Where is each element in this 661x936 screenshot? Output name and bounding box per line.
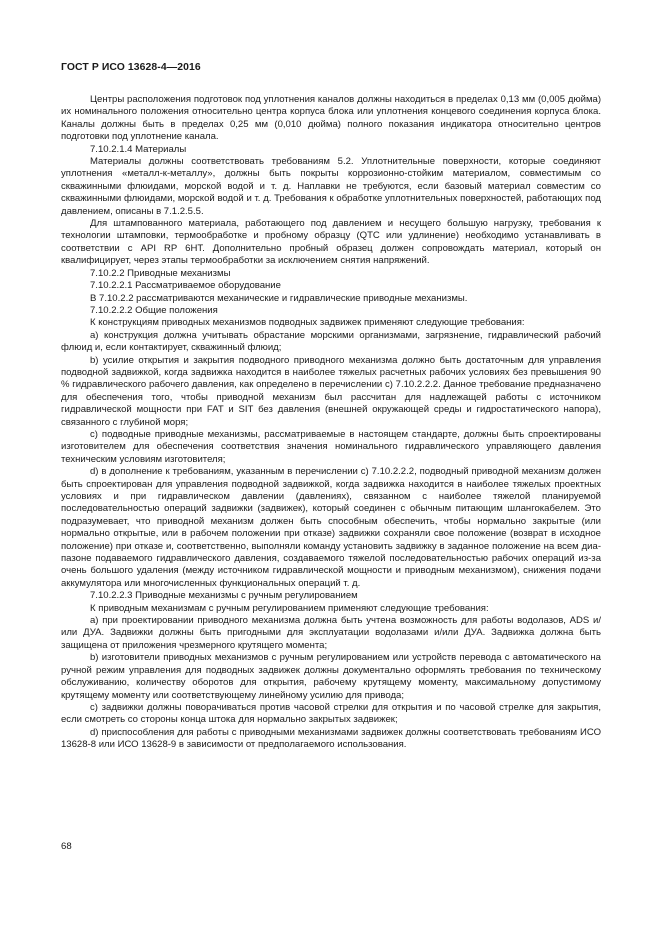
list-item: c) задвижки должны поворачиваться против часовой стрелки для открытия и по часовой стрелке для закрытия, если смотреть со стороны конца штока для нормально закрытых задвижек; — [61, 701, 601, 726]
section-heading: 7.10.2.2.1 Рассматриваемое оборудование — [90, 280, 281, 292]
document-body — [61, 94, 601, 752]
paragraph: В 7.10.2.2 рассматриваются механические и гидравлические приводные механизмы. — [90, 292, 468, 304]
section-heading: 7.10.2.2 Приводные механизмы — [90, 267, 231, 279]
page-number: 68 — [61, 841, 72, 852]
list-item: b) изготовители приводных механизмов с ручным регулированием или устройств перевода с автоматического на ручной режим управления для подводных задвижек должны документально оформлять требования по техническому обслуживанию, количеству оборотов для открытия, рабочему крутящему моменту, максимальному допустимому крутящему моменту или соответствующему линейному усилию для привода; — [61, 652, 601, 701]
list-item: b) усилие открытия и закрытия подводного приводного механизма должно быть достаточным для управления подводной задвижкой, когда задвижка находится в наиболее тяжелых расчетных рабочих условиях без превышения 90 % гидравлического рабочего давления, как определено в перечислении с) 7.10.2.2.2. Данное требование предназначено для обеспечения того, чтобы приводной механизм был рассчитан для надлежащей работы с источником гидравлической мощности при FAT и SIT без давления (внешней окружающей среды и гидростатического напора), связанного с глубиной моря; — [61, 354, 601, 428]
list-item: a) при проектировании приводного механизма должна быть учтена возможность для работы водолазов, ADS и/или ДУА. Задвижки должны быть пригодными для эксплуатации водолазами и/или ДУА. Задвижка должна быть защищена от приложения чрезмерного крутящего момента; — [61, 615, 601, 651]
list-item: d) приспособления для работы с приводными механизмами задвижек должны соответствовать требованиям ИСО 13628-8 или ИСО 13628-9 в зависимости от предполагаемого использования. — [61, 726, 601, 751]
paragraph: Материалы должны соответствовать требованиям 5.2. Уплотнительные поверхности, которые соединяют уплотнения «металл-к-металлу», должны быть покрыты коррозионно-стойким материалом, совместимым со скважинными флюидами, морской водой и т. д. Наплавки не требуются, если базовый материал совместим со скважинными флюидами, морской водой и т. д. Требования к обработке уплотнительных поверхностей, работающих под давлением, описаны в 7.1.2.5.5. — [61, 156, 601, 217]
section-heading: 7.10.2.2.3 Приводные механизмы с ручным регулированием — [90, 590, 358, 602]
section-heading: 7.10.2.2.2 Общие положения — [90, 304, 218, 316]
paragraph: К конструкциям приводных механизмов подводных задвижек применяют следующие требования: — [90, 317, 525, 329]
paragraph: Для штампованного материала, работающего под давлением и несущего большую нагрузку, требования к технологии штамповки, термообработке и пробному образцу (QTC или удлинение) необходимо устанавливать в соответствии с API RP 6HT. Дополнительно пробный образец должен сопровождать материал, который он квалифицирует, через этапы термообработки за исключением снятия напряжений. — [61, 218, 601, 267]
section-heading: 7.10.2.1.4 Материалы — [90, 143, 187, 155]
list-item: d) в дополнение к требованиям, указанным в перечислении с) 7.10.2.2.2, подводный приводной механизм должен быть спроектирован для управления подводной задвижкой, когда задвижка находится в наиболее тяжелых проектных условиях и при гидравлическом давлении (давлениях), связанном с наиболее тяжелой планируемой последовательностью операций задвижки (задвижек), который соединен с обычным питающим шлангокабелем. Это подразумевает, что приводной механизм должен быть способным обеспечить, чтобы нормально закрытые (или нормально открытые, или в рабочем положении при отказе) задвижки сохраняли свое положение (возврат в исходное положение) при отказе и, соответственно, выполняли команду установить задвижку в заданное положение на всем диапазоне подаваемого гидравлического давления, создаваемого тяжелой последовательностью рабочих операций из-за очень большого удаления (между источником гидравлической мощности и приводным механизмом), снижения подачи аккумулятора или многочисленных функциональных операций т. д. — [61, 466, 601, 589]
list-item: a) конструкция должна учитывать обрастание морскими организмами, загрязнение, гидравлический рабочий флюид и, если контактирует, скважинный флюид; — [61, 329, 601, 354]
paragraph: Центры расположения подготовок под уплотнения каналов должны находиться в пределах 0,13 мм (0,005 дюйма) их номинального положения относительно центра корпуса блока или уплотнения концевого соединения корпуса блока. Каналы должны быть в пределах 0,25 мм (0,010 дюйма) полного показания индикатора относительно центров подготовки под уплотнение канала. — [61, 94, 601, 143]
document-header: ГОСТ Р ИСО 13628-4—2016 — [61, 62, 201, 73]
list-item: c) подводные приводные механизмы, рассматриваемые в настоящем стандарте, должны быть спроектированы изготовителем для обеспечения соответствия значения номинального гидравличеcкого управляющего давления техническим условиям изготовителя; — [61, 428, 601, 465]
paragraph: К приводным механизмам с ручным регулированием применяют следующие требования: — [90, 602, 489, 614]
